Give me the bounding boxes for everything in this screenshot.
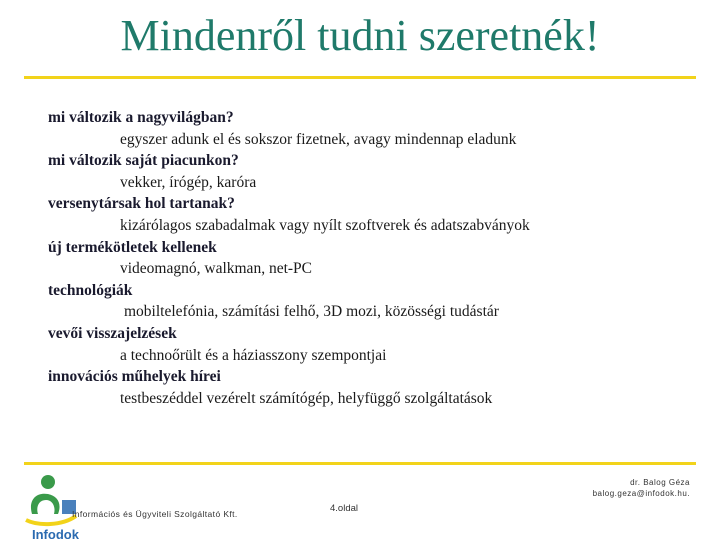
- slide-title: Mindenről tudni szeretnék!: [120, 11, 600, 60]
- list-item-answer: a technoőrült és a háziasszony szempontjai: [120, 346, 387, 364]
- logo-arc-icon: [26, 516, 76, 524]
- list-item-question: vevői visszajelzések: [48, 324, 177, 342]
- logo-body-icon: [31, 494, 60, 514]
- list-item-question: versenytársak hol tartanak?: [48, 195, 235, 213]
- list-item-answer: kizárólagos szabadalmak vagy nyílt szoftverek és adatszabványok: [120, 216, 530, 234]
- list-item-question: új termékötletek kellenek: [48, 238, 217, 256]
- author-name: dr. Balog Géza: [630, 478, 690, 487]
- title-divider: [24, 76, 696, 79]
- list-item-answer: egyszer adunk el és sokszor fizetnek, avagy mindennap eladunk: [120, 130, 517, 148]
- list-item-question: mi változik a nagyvilágban?: [48, 109, 234, 126]
- logo-wordmark: Infodok: [32, 527, 79, 540]
- list-item-question: innovációs műhelyek hírei: [48, 368, 221, 386]
- company-logo: [18, 470, 108, 540]
- company-name: Információs és Ügyviteli Szolgáltató Kft.: [72, 509, 238, 519]
- list-item-answer: mobiltelefónia, számítási felhő, 3D mozi, közösségi tudástár: [124, 303, 499, 321]
- list-item-question: technológiák: [48, 281, 133, 299]
- logo-head-icon: [41, 475, 55, 489]
- footer-divider: [24, 462, 696, 465]
- author-info: [593, 477, 690, 499]
- page-number: 4.oldal: [330, 503, 358, 514]
- list-item-question: mi változik saját piacunkon?: [48, 152, 239, 170]
- list-item-answer: vekker, írógép, karóra: [120, 173, 257, 191]
- list-item-answer: testbeszéddel vezérelt számítógép, helyfüggő szolgáltatások: [120, 389, 493, 407]
- author-email: balog.geza@infodok.hu.: [592, 489, 690, 498]
- content-list: [48, 107, 688, 409]
- list-item-answer: videomagnó, walkman, net-PC: [120, 260, 312, 278]
